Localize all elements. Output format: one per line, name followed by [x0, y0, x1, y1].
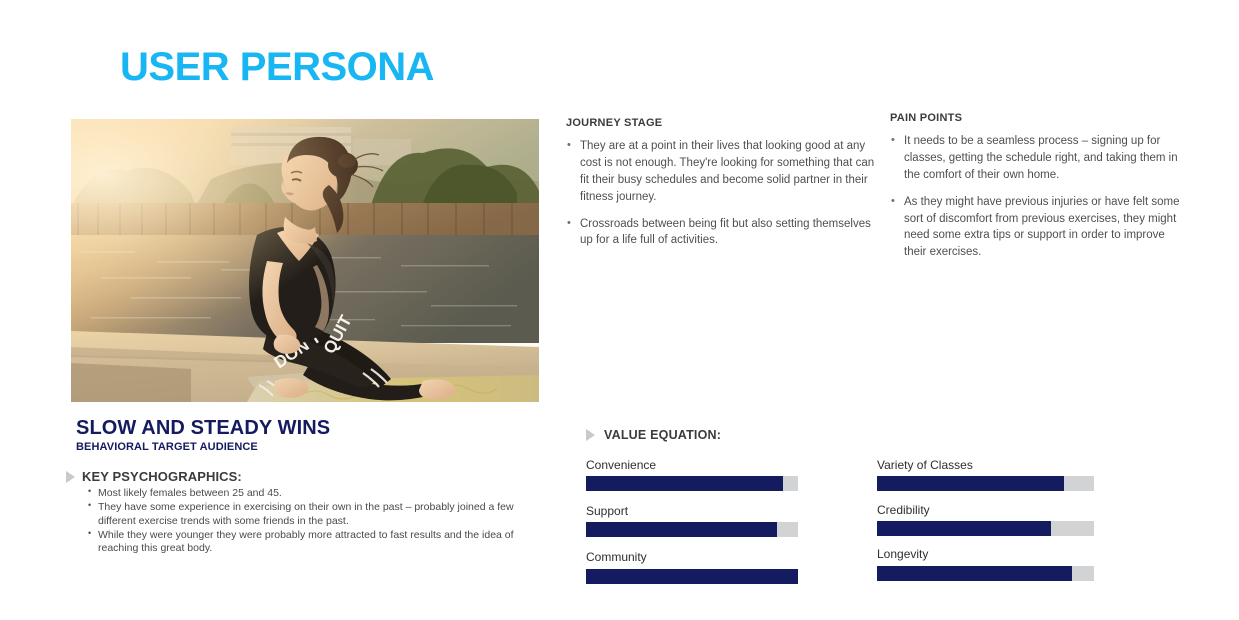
- value-bar-track: [877, 566, 1094, 581]
- journey-stage-title: JOURNEY STAGE: [566, 117, 663, 129]
- list-item: • They have some experience in exercising on their own in the past – probably joined a few different exercise trends with some friends in the past.: [88, 501, 536, 529]
- value-bar-support: [586, 505, 798, 537]
- value-bar-label: Variety of Classes: [877, 458, 973, 472]
- persona-name: SLOW AND STEADY WINS: [76, 417, 331, 439]
- value-equation-left-column: [586, 459, 798, 584]
- value-bar-community: [586, 551, 798, 583]
- value-equation-right-column: [877, 459, 1094, 584]
- value-bar-convenience: [586, 459, 798, 491]
- persona-subtitle: BEHAVIORAL TARGET AUDIENCE: [76, 441, 258, 453]
- value-bar-variety-of-classes: [877, 459, 1094, 491]
- value-bar-fill: [586, 569, 798, 584]
- value-bar-label: Support: [586, 504, 629, 519]
- list-item: • While they were younger they were probably more attracted to fast results and the idea of reaching this great body.: [88, 529, 536, 557]
- triangle-right-icon: [586, 429, 595, 441]
- list-item: • They are at a point in their lives that looking good at any cost is not enough. They're looking for something that can fit their busy schedules and become solid partner in their fitness journey.: [566, 138, 878, 206]
- value-bar-fill: [877, 566, 1072, 581]
- page-title: USER PERSONA: [120, 45, 435, 89]
- value-bar-longevity: [877, 548, 1094, 580]
- value-equation-grid: [586, 459, 1126, 584]
- list-item: • As they might have previous injuries or have felt some sort of discomfort from previous exercises, they might need some extra tips or support in order to improve their exercises.: [890, 194, 1180, 262]
- value-bar-label: Convenience: [586, 458, 657, 472]
- value-bar-credibility: [877, 504, 1094, 536]
- value-bar-track: [877, 521, 1094, 536]
- pain-points-section: [890, 112, 1180, 271]
- pain-points-list: [890, 133, 1180, 261]
- persona-photo: [71, 119, 539, 402]
- value-bar-fill: [586, 476, 783, 491]
- value-bar-label: Community: [586, 550, 647, 565]
- list-item: • It needs to be a seamless process – signing up for classes, getting the schedule right, and taking them in the comfort of their own home.: [890, 133, 1180, 184]
- persona-photo-illustration: [71, 119, 539, 402]
- list-item: • Crossroads between being fit but also setting themselves up for a life full of activities.: [566, 216, 878, 250]
- key-psychographics-heading-row: [66, 469, 536, 484]
- journey-stage-list: [566, 138, 878, 249]
- triangle-right-icon: [66, 471, 75, 483]
- key-psychographics-list: [88, 487, 536, 556]
- key-psychographics-section: [66, 469, 536, 556]
- key-psychographics-title: KEY PSYCHOGRAPHICS:: [82, 469, 242, 484]
- journey-stage-section: [566, 117, 878, 259]
- value-bar-label: Credibility: [877, 503, 930, 518]
- value-bar-track: [586, 522, 798, 537]
- value-equation-heading-row: [586, 428, 1126, 442]
- value-bar-fill: [877, 521, 1051, 536]
- value-bar-track: [586, 569, 798, 584]
- list-item: • Most likely females between 25 and 45.: [88, 487, 536, 501]
- value-bar-label: Longevity: [877, 547, 929, 562]
- pain-points-title: PAIN POINTS: [890, 112, 963, 124]
- value-bar-fill: [877, 476, 1064, 491]
- value-equation-title: VALUE EQUATION:: [604, 428, 722, 442]
- value-bar-track: [586, 476, 798, 491]
- value-equation-section: [586, 428, 1126, 584]
- value-bar-fill: [586, 522, 777, 537]
- value-bar-track: [877, 476, 1094, 491]
